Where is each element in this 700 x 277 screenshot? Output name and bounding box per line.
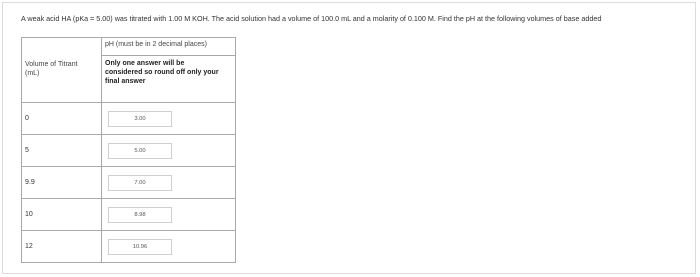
volume-value: 9.9 bbox=[25, 179, 35, 186]
table-row bbox=[22, 103, 236, 135]
ph-answer-input[interactable]: 3.00 bbox=[108, 111, 172, 127]
titration-table bbox=[21, 37, 236, 263]
table-row bbox=[22, 135, 236, 167]
ph-answer-input[interactable]: 7.00 bbox=[108, 175, 172, 191]
ph-header-note bbox=[105, 56, 232, 89]
volume-header-line1: Volume of Titrant bbox=[25, 61, 78, 68]
ph-header-title: pH (must be in 2 decimal places) bbox=[102, 40, 235, 56]
question-text: A weak acid HA (pKa = 5.00) was titrated with 1.00 M KOH. The acid solution had a volume of 100.0 mL and a molarity of 0.100 M. Find the pH at the following volumes of base added bbox=[21, 14, 602, 23]
ph-header bbox=[102, 38, 236, 103]
ph-answer-input[interactable]: 10.96 bbox=[108, 239, 172, 255]
volume-value: 5 bbox=[25, 147, 29, 154]
ph-note-line3: final answer bbox=[105, 78, 146, 85]
ph-answer-input[interactable]: 8.98 bbox=[108, 207, 172, 223]
volume-value: 10 bbox=[25, 211, 33, 218]
ph-note-line1: Only one answer will be bbox=[105, 60, 185, 67]
table-row bbox=[22, 167, 236, 199]
ph-answer-input[interactable]: 5.00 bbox=[108, 143, 172, 159]
volume-header-line2: (mL) bbox=[25, 70, 40, 77]
volume-value: 0 bbox=[25, 115, 29, 122]
volume-header bbox=[22, 38, 102, 103]
volume-value: 12 bbox=[25, 243, 33, 250]
ph-note-line2: considered so round off only your bbox=[105, 69, 219, 76]
table-header-row bbox=[22, 38, 236, 103]
table-row bbox=[22, 231, 236, 263]
table-row bbox=[22, 199, 236, 231]
